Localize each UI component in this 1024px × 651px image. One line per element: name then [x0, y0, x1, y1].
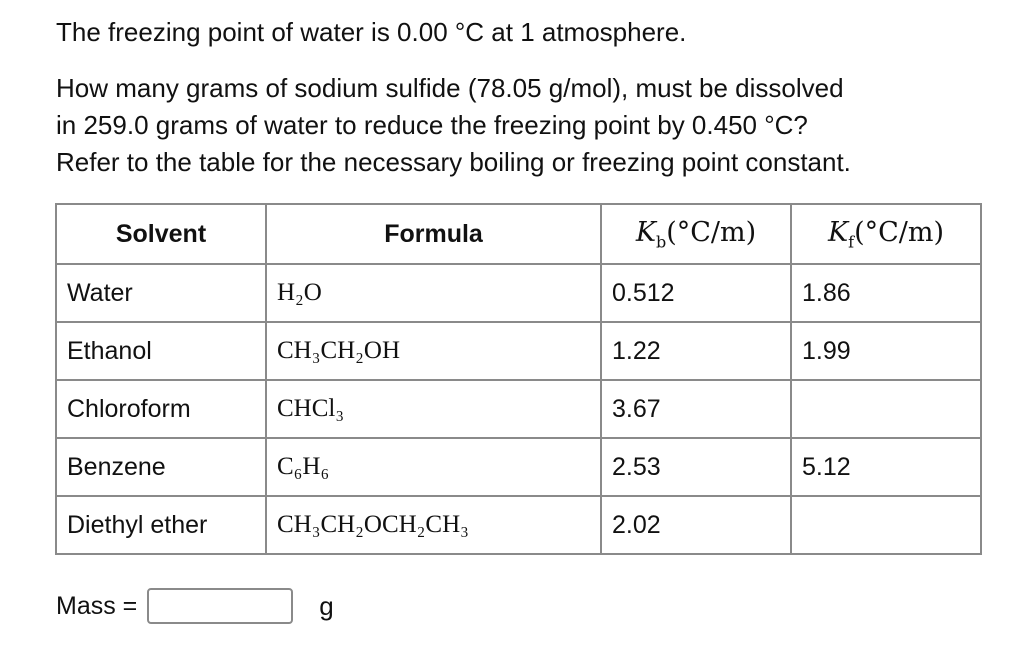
formula-cell: CH₃CH₂OCH₂CH₃: [266, 496, 601, 554]
kb-cell: 3.67: [601, 380, 791, 438]
solvent-cell: Chloroform: [56, 380, 266, 438]
answer-row: [56, 584, 334, 628]
header-solvent: Solvent: [56, 204, 266, 264]
kb-cell: 0.512: [601, 264, 791, 322]
table-row: [56, 496, 981, 554]
prompt-line: in 259.0 grams of water to reduce the freezing point by 0.450 °C?: [56, 110, 808, 140]
kf-cell: 1.86: [791, 264, 981, 322]
header-kf: [791, 204, 981, 264]
kf-cell: 5.12: [791, 438, 981, 496]
table-row: [56, 438, 981, 496]
solvent-cell: Benzene: [56, 438, 266, 496]
kb-cell: 2.02: [601, 496, 791, 554]
kf-cell: [791, 496, 981, 554]
kb-subscript: b: [655, 232, 667, 252]
question-prompt: [56, 70, 1006, 181]
kb-cell: 2.53: [601, 438, 791, 496]
kb-units: (°C/m): [666, 216, 757, 248]
kf-cell: 1.99: [791, 322, 981, 380]
prompt-line: Refer to the table for the necessary boiling or freezing point constant.: [56, 147, 851, 177]
header-formula: Formula: [266, 204, 601, 264]
question-statement: The freezing point of water is 0.00 °C at 1 atmosphere.: [56, 17, 687, 47]
kf-units: (°C/m): [854, 216, 945, 248]
prompt-line: How many grams of sodium sulfide (78.05 g/mol), must be dissolved: [56, 73, 844, 103]
kb-symbol: K: [635, 216, 656, 248]
mass-input[interactable]: [147, 588, 293, 624]
solvent-cell: Water: [56, 264, 266, 322]
table-header-row: [56, 204, 981, 264]
formula-cell: C₆H₆: [266, 438, 601, 496]
mass-unit: g: [319, 590, 334, 621]
kb-cell: 1.22: [601, 322, 791, 380]
kf-symbol: K: [827, 216, 849, 248]
solvent-cell: Diethyl ether: [56, 496, 266, 554]
formula-cell: CH₃CH₂OH: [266, 322, 601, 380]
kf-cell: [791, 380, 981, 438]
solvent-cell: Ethanol: [56, 322, 266, 380]
table-row: [56, 380, 981, 438]
formula-cell: H₂O: [266, 264, 601, 322]
kf-subscript: f: [848, 232, 855, 252]
constants-table: [55, 203, 982, 555]
formula-cell: CHCl₃: [266, 380, 601, 438]
table-row: [56, 264, 981, 322]
mass-label: Mass =: [56, 591, 138, 620]
table-row: [56, 322, 981, 380]
header-kb: [601, 204, 791, 264]
